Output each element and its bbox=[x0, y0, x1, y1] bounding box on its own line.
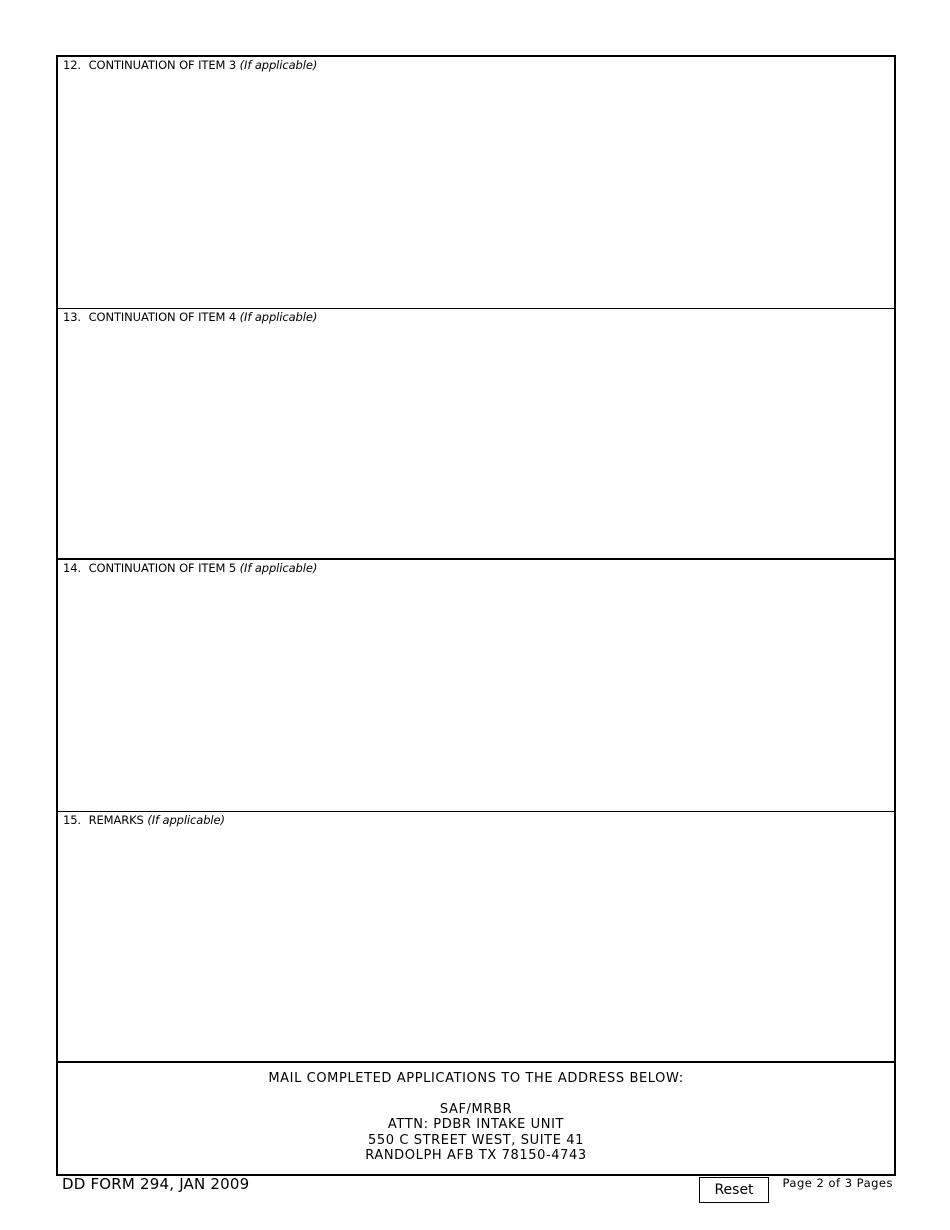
reset-button[interactable]: Reset bbox=[699, 1177, 769, 1203]
section-number: 15. bbox=[63, 813, 81, 827]
address-line-office: SAF/MRBR bbox=[439, 1101, 513, 1117]
section-label bbox=[63, 561, 317, 575]
section-number: 13. bbox=[63, 310, 81, 324]
section-number: 14. bbox=[63, 561, 81, 575]
section-continuation-item-4 bbox=[58, 309, 894, 560]
section-qualifier: (If applicable) bbox=[147, 813, 225, 827]
section-label bbox=[63, 813, 225, 827]
section-remarks bbox=[58, 812, 894, 1063]
address-line-attn: ATTN: PDBR INTAKE UNIT bbox=[387, 1117, 565, 1132]
address-line-street: 550 C STREET WEST, SUITE 41 bbox=[367, 1132, 585, 1148]
section-title: CONTINUATION OF ITEM 3 bbox=[88, 58, 237, 72]
section-title: REMARKS bbox=[88, 813, 144, 827]
mailing-address-section bbox=[58, 1063, 894, 1174]
section-continuation-item-3 bbox=[58, 57, 894, 309]
continuation-item-3-field[interactable] bbox=[62, 77, 890, 302]
address-line-city: RANDOLPH AFB TX 78150-4743 bbox=[365, 1148, 587, 1163]
section-label bbox=[63, 58, 317, 72]
mailing-heading: MAIL COMPLETED APPLICATIONS TO THE ADDRESS BELOW: bbox=[268, 1071, 684, 1086]
section-continuation-item-5 bbox=[58, 560, 894, 812]
section-label bbox=[63, 310, 317, 324]
section-number: 12. bbox=[63, 58, 81, 72]
form-page-container bbox=[56, 55, 896, 1176]
mailing-address-block bbox=[58, 1071, 894, 1164]
form-identifier: DD FORM 294, JAN 2009 bbox=[62, 1175, 250, 1193]
section-qualifier: (If applicable) bbox=[239, 310, 318, 324]
continuation-item-4-field[interactable] bbox=[62, 329, 890, 552]
section-qualifier: (If applicable) bbox=[239, 561, 318, 575]
remarks-field[interactable] bbox=[62, 832, 890, 1055]
section-title: CONTINUATION OF ITEM 4 bbox=[88, 310, 237, 324]
page-indicator: Page 2 of 3 Pages bbox=[782, 1176, 893, 1190]
continuation-item-5-field[interactable] bbox=[62, 580, 890, 805]
section-title: CONTINUATION OF ITEM 5 bbox=[88, 561, 237, 575]
section-qualifier: (If applicable) bbox=[239, 58, 318, 72]
